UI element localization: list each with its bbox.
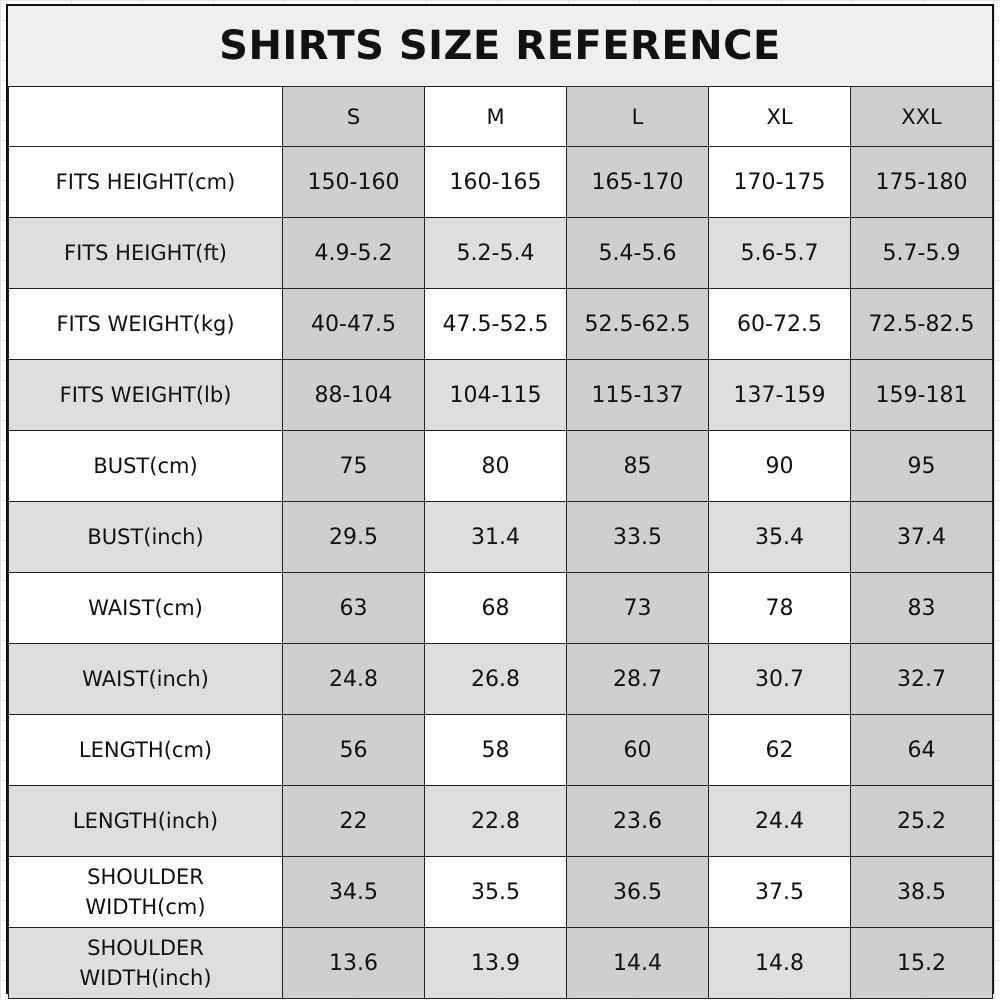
row-label: [9, 786, 283, 857]
row-label-line1: SHOULDER: [87, 936, 204, 960]
size-value-cell: 159-181: [851, 360, 993, 431]
row-label-line1: FITS WEIGHT(lb): [59, 383, 232, 407]
size-value-cell: 5.4-5.6: [567, 218, 709, 289]
row-label: [9, 928, 283, 999]
size-header-row: [9, 87, 993, 147]
size-value-cell: 5.2-5.4: [425, 218, 567, 289]
corner-cell: [9, 87, 283, 147]
chart-title: SHIRTS SIZE REFERENCE: [8, 6, 992, 88]
size-value-cell: 13.6: [283, 928, 425, 999]
size-value-cell: 31.4: [425, 502, 567, 573]
size-value-cell: 26.8: [425, 644, 567, 715]
size-value-cell: 72.5-82.5: [851, 289, 993, 360]
row-label-line1: FITS HEIGHT(ft): [64, 241, 227, 265]
table-row: [9, 857, 993, 928]
size-value-cell: 23.6: [567, 786, 709, 857]
size-value-cell: 38.5: [851, 857, 993, 928]
size-value-cell: 36.5: [567, 857, 709, 928]
size-value-cell: 137-159: [709, 360, 851, 431]
table-row: [9, 573, 993, 644]
size-header-l: L: [567, 87, 709, 147]
size-value-cell: 40-47.5: [283, 289, 425, 360]
size-value-cell: 150-160: [283, 147, 425, 218]
table-row: [9, 928, 993, 999]
size-value-cell: 24.8: [283, 644, 425, 715]
size-value-cell: 64: [851, 715, 993, 786]
row-label: [9, 289, 283, 360]
table-row: [9, 786, 993, 857]
row-label-line1: BUST(cm): [93, 454, 198, 478]
size-chart: [6, 4, 994, 994]
row-label: [9, 218, 283, 289]
size-value-cell: 30.7: [709, 644, 851, 715]
size-value-cell: 88-104: [283, 360, 425, 431]
table-row: [9, 218, 993, 289]
size-value-cell: 160-165: [425, 147, 567, 218]
size-value-cell: 47.5-52.5: [425, 289, 567, 360]
row-label: [9, 573, 283, 644]
row-label-line1: LENGTH(inch): [72, 809, 219, 833]
size-value-cell: 73: [567, 573, 709, 644]
size-value-cell: 15.2: [851, 928, 993, 999]
table-row: [9, 644, 993, 715]
size-value-cell: 80: [425, 431, 567, 502]
row-label-line1: LENGTH(cm): [78, 738, 213, 762]
size-header-xl: XL: [709, 87, 851, 147]
size-value-cell: 35.4: [709, 502, 851, 573]
row-label-line1: WAIST(inch): [82, 667, 209, 691]
size-value-cell: 14.8: [709, 928, 851, 999]
row-label: [9, 147, 283, 218]
size-value-cell: 68: [425, 573, 567, 644]
size-value-cell: 104-115: [425, 360, 567, 431]
size-value-cell: 85: [567, 431, 709, 502]
row-label-line1: FITS HEIGHT(cm): [55, 170, 236, 194]
size-value-cell: 63: [283, 573, 425, 644]
size-value-cell: 37.4: [851, 502, 993, 573]
table-row: [9, 715, 993, 786]
row-label-line1: FITS WEIGHT(kg): [56, 312, 235, 336]
table-row: [9, 502, 993, 573]
row-label: [9, 360, 283, 431]
row-label-line2: WIDTH(inch): [79, 966, 212, 990]
row-label-line1: WAIST(cm): [88, 596, 203, 620]
size-value-cell: 115-137: [567, 360, 709, 431]
table-row: [9, 360, 993, 431]
size-value-cell: 165-170: [567, 147, 709, 218]
table-row: [9, 289, 993, 360]
size-header-m: M: [425, 87, 567, 147]
size-value-cell: 83: [851, 573, 993, 644]
size-value-cell: 25.2: [851, 786, 993, 857]
size-value-cell: 14.4: [567, 928, 709, 999]
size-value-cell: 5.7-5.9: [851, 218, 993, 289]
size-header-xxl: XXL: [851, 87, 993, 147]
row-label: [9, 431, 283, 502]
size-value-cell: 32.7: [851, 644, 993, 715]
size-value-cell: 175-180: [851, 147, 993, 218]
size-value-cell: 170-175: [709, 147, 851, 218]
size-header-s: S: [283, 87, 425, 147]
size-value-cell: 60-72.5: [709, 289, 851, 360]
size-value-cell: 24.4: [709, 786, 851, 857]
row-label: [9, 715, 283, 786]
table-row: [9, 431, 993, 502]
size-value-cell: 29.5: [283, 502, 425, 573]
size-value-cell: 75: [283, 431, 425, 502]
size-table-body: [9, 147, 993, 999]
row-label: [9, 502, 283, 573]
row-label-line1: SHOULDER: [87, 865, 204, 889]
size-value-cell: 62: [709, 715, 851, 786]
size-value-cell: 37.5: [709, 857, 851, 928]
size-value-cell: 52.5-62.5: [567, 289, 709, 360]
table-row: [9, 147, 993, 218]
size-value-cell: 34.5: [283, 857, 425, 928]
row-label: [9, 857, 283, 928]
size-value-cell: 28.7: [567, 644, 709, 715]
size-value-cell: 78: [709, 573, 851, 644]
size-value-cell: 58: [425, 715, 567, 786]
row-label: [9, 644, 283, 715]
row-label-line1: BUST(inch): [87, 525, 204, 549]
size-value-cell: 35.5: [425, 857, 567, 928]
size-value-cell: 90: [709, 431, 851, 502]
size-value-cell: 4.9-5.2: [283, 218, 425, 289]
size-value-cell: 5.6-5.7: [709, 218, 851, 289]
size-value-cell: 33.5: [567, 502, 709, 573]
size-value-cell: 56: [283, 715, 425, 786]
size-value-cell: 95: [851, 431, 993, 502]
size-value-cell: 13.9: [425, 928, 567, 999]
size-value-cell: 60: [567, 715, 709, 786]
size-value-cell: 22.8: [425, 786, 567, 857]
row-label-line2: WIDTH(cm): [85, 895, 206, 919]
size-table: [8, 86, 993, 999]
size-value-cell: 22: [283, 786, 425, 857]
